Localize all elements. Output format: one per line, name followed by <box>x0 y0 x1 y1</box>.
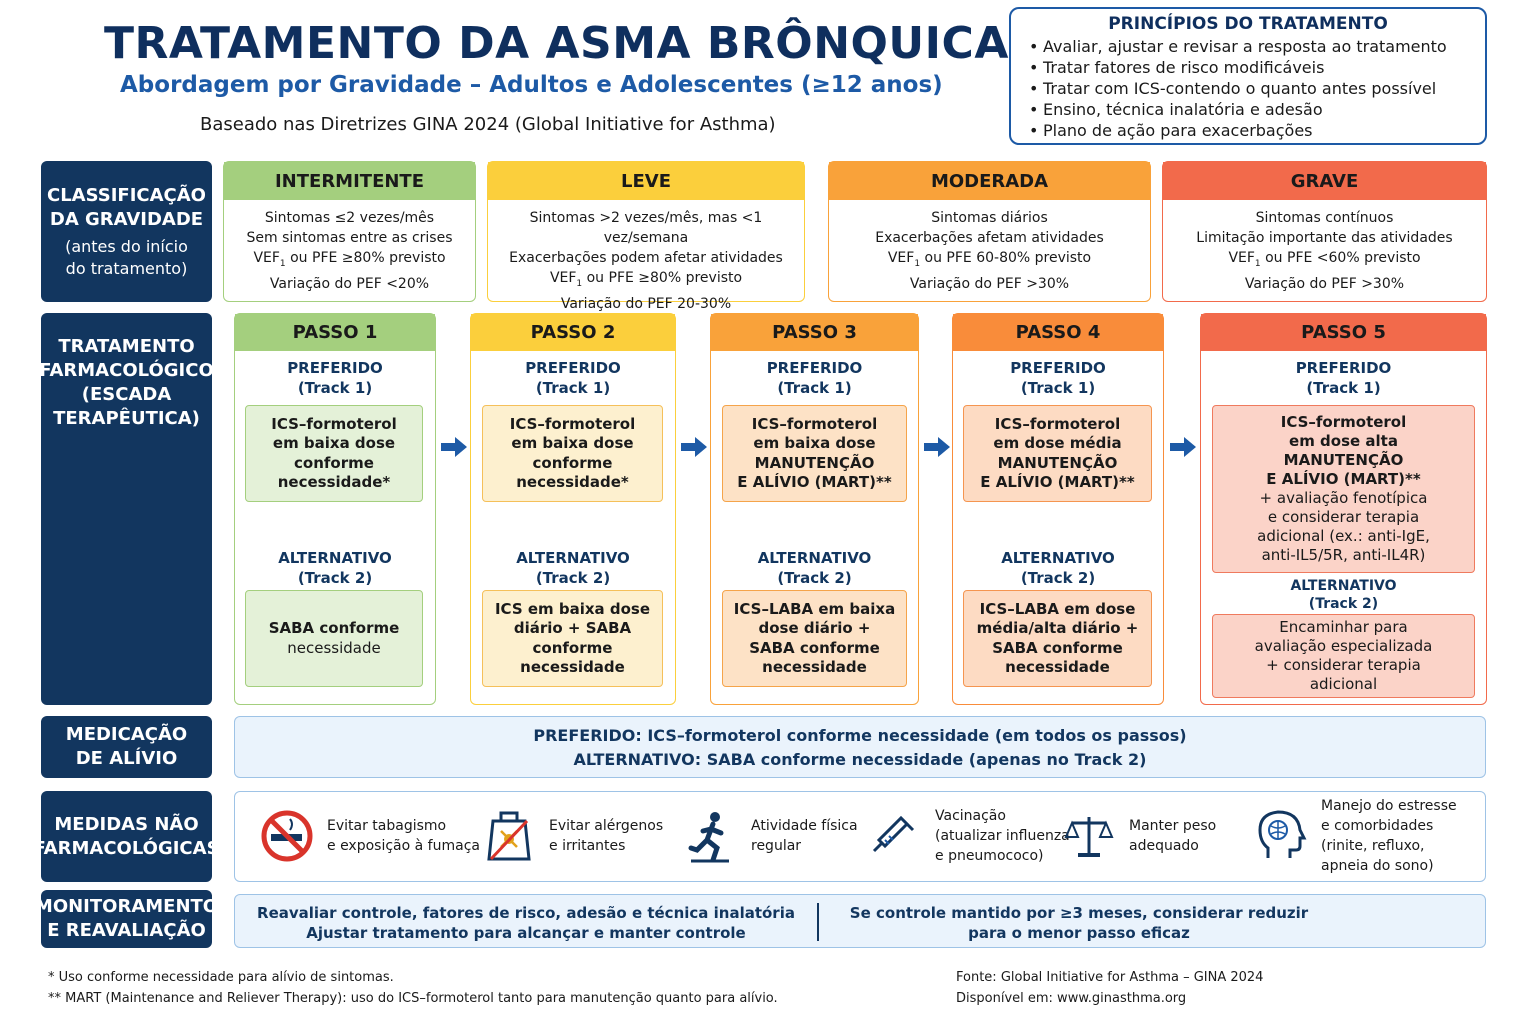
row-label-subtext: do tratamento) <box>65 258 188 278</box>
allergen-icon <box>481 808 537 864</box>
alternative-therapy-box: ICS–LABA em baixa dose diário + SABA conforme necessidade <box>722 590 907 687</box>
step-card-1 <box>234 313 436 705</box>
step-card-3 <box>710 313 919 705</box>
row-label-text: FARMACOLÓGICO <box>39 360 214 381</box>
severity-line: Variação do PEF <20% <box>269 275 430 292</box>
severity-body <box>488 200 804 314</box>
row-label-text: DE ALÍVIO <box>75 748 178 769</box>
step-card-4 <box>952 313 1164 705</box>
no-smoking-icon <box>259 808 315 864</box>
nonpharm-item-weight: Manter peso adequado <box>1061 792 1216 880</box>
alternative-therapy-box: ICS–LABA em dose média/alta diário + SABA conforme necessidade <box>963 590 1152 687</box>
preferred-therapy-box: ICS–formoterol em dose média MANUTENÇÃO E ALÍVIO (MART)** <box>963 405 1152 502</box>
severity-card-intermittent <box>223 161 476 302</box>
step-arrow-icon <box>923 436 951 458</box>
monitoring-box <box>234 894 1486 948</box>
relief-medication-box <box>234 716 1486 778</box>
nonpharm-item-stress: Manejo do estresse e comorbidades (rinite, refluxo, apneia do sono) <box>1253 792 1457 880</box>
severity-line: Sintomas contínuos <box>1255 210 1394 226</box>
page-subtitle: Abordagem por Gravidade – Adultos e Adolescentes (≥12 anos) <box>120 72 943 98</box>
severity-line: Exacerbações podem afetar atividades <box>509 250 783 266</box>
nonpharm-item-vaccination: Vacinação (atualizar influenza e pneumococo) <box>867 792 1070 880</box>
footnote-1: * Uso conforme necessidade para alívio de sintomas. <box>48 970 394 985</box>
footnotes <box>48 967 778 1009</box>
preferred-label: PREFERIDO (Track 1) <box>525 359 621 397</box>
alternative-label: ALTERNATIVO (Track 2) <box>1290 578 1397 612</box>
nonpharm-item-smoking: Evitar tabagismo e exposição à fumaça <box>259 792 480 880</box>
preferred-label: PREFERIDO (Track 1) <box>1295 359 1392 397</box>
alternative-therapy-box: ICS em baixa dose diário + SABA conforme necessidade <box>482 590 663 687</box>
severity-header: INTERMITENTE <box>224 162 475 200</box>
principles-title: PRINCÍPIOS DO TRATAMENTO <box>1108 14 1388 34</box>
row-label-nonpharm <box>33 791 220 882</box>
row-label-relief <box>41 716 212 778</box>
principles-box <box>1009 7 1487 145</box>
severity-line: Sintomas ≤2 vezes/mês <box>264 210 435 226</box>
row-label-text: CLASSIFICAÇÃO <box>46 184 206 206</box>
severity-line: $VEF_1$ ou PFE ≥80% previsto <box>549 270 743 289</box>
row-label-text: TRATAMENTO <box>58 336 195 357</box>
row-label-classification <box>41 161 212 302</box>
step-header: PASSO 1 <box>235 314 435 351</box>
row-label-text: MONITORAMENTO <box>34 896 219 917</box>
severity-card-mild <box>487 161 805 312</box>
preferred-label: PREFERIDO (Track 1) <box>287 359 383 397</box>
severity-line: Variação do PEF >30% <box>909 275 1070 292</box>
severity-header: MODERADA <box>829 162 1150 200</box>
row-label-text: MEDIDAS NÃO <box>54 813 199 835</box>
severity-line: Limitação importante das atividades <box>1196 230 1453 246</box>
row-label-text: DA GRAVIDADE <box>49 208 204 230</box>
relief-preferred: PREFERIDO: ICS–formoterol conforme necessidade (em todos os passos) <box>533 726 1187 745</box>
row-label-text: (ESCADA <box>81 384 172 405</box>
row-label-subtext: (antes do início <box>65 236 188 256</box>
severity-line: Variação do PEF >30% <box>1244 275 1405 292</box>
footnote-2: ** MART (Maintenance and Reliever Therapy): uso do ICS–formoterol tanto para manutenção quanto para alívio. <box>48 991 778 1006</box>
preferred-label: PREFERIDO (Track 1) <box>766 359 863 397</box>
step-header: PASSO 4 <box>953 314 1163 351</box>
vaccine-icon <box>867 808 923 864</box>
step-arrow-icon <box>1169 436 1197 458</box>
severity-line: Sem sintomas entre as crises <box>246 230 453 246</box>
monitoring-left: Reavaliar controle, fatores de risco, adesão e técnica inalatória Ajustar tratamento para alcançar e manter controle <box>257 904 795 942</box>
step-header: PASSO 5 <box>1201 314 1486 351</box>
severity-line: Sintomas >2 vezes/mês, mas <1 vez/semana <box>529 210 763 246</box>
preferred-therapy-box: ICS–formoterol em dose alta MANUTENÇÃO E ALÍVIO (MART)** + avaliação fenotípica e considerar terapia adicional (ex.: anti-IgE, anti-IL5/5R, anti-IL4R) <box>1212 405 1475 573</box>
guideline-basis: Baseado nas Diretrizes GINA 2024 (Global Initiative for Asthma) <box>200 114 776 135</box>
brain-head-icon <box>1253 808 1309 864</box>
severity-line: Exacerbações afetam atividades <box>875 230 1104 246</box>
severity-header: GRAVE <box>1163 162 1486 200</box>
step-card-5 <box>1200 313 1487 705</box>
severity-line: Variação do PEF 20-30% <box>560 295 732 312</box>
nonpharm-item-allergens: Evitar alérgenos e irritantes <box>481 792 663 880</box>
preferred-label: PREFERIDO (Track 1) <box>1010 359 1106 397</box>
step-header: PASSO 2 <box>471 314 675 351</box>
preferred-therapy-box: ICS–formoterol em baixa dose conforme necessidade* <box>245 405 423 502</box>
principle-item: • Plano de ação para exacerbações <box>1029 120 1467 141</box>
alternative-label: ALTERNATIVO (Track 2) <box>278 549 392 587</box>
alternative-therapy-box: Encaminhar para avaliação especializada + considerar terapia adicional <box>1212 614 1475 698</box>
alternative-label: ALTERNATIVO (Track 2) <box>1001 549 1115 587</box>
principles-list <box>1029 36 1467 141</box>
principle-item: • Tratar fatores de risco modificáveis <box>1029 57 1467 78</box>
severity-card-severe <box>1162 161 1487 302</box>
row-label-text: E REAVALIAÇÃO <box>47 920 206 941</box>
source-line: Fonte: Global Initiative for Asthma – GINA 2024 <box>956 970 1264 985</box>
principle-item: • Avaliar, ajustar e revisar a resposta ao tratamento <box>1029 36 1467 57</box>
source-citation <box>956 967 1263 1009</box>
relief-alternative: ALTERNATIVO: SABA conforme necessidade (apenas no Track 2) <box>573 750 1147 769</box>
severity-line: $VEF_1$ ou PFE <60% previsto <box>1228 250 1421 269</box>
scale-icon <box>1061 808 1117 864</box>
row-label-text: MEDICAÇÃO <box>65 724 188 745</box>
severity-line: $VEF_1$ ou PFE 60-80% previsto <box>887 250 1092 269</box>
step-arrow-icon <box>680 436 708 458</box>
severity-body <box>1163 200 1486 294</box>
step-card-2 <box>470 313 676 705</box>
row-label-text: TERAPÊUTICA) <box>53 408 200 429</box>
nonpharm-box <box>234 791 1486 882</box>
monitoring-right: Se controle mantido por ≥3 meses, considerar reduzir para o menor passo eficaz <box>849 904 1309 942</box>
severity-line: Sintomas diários <box>931 210 1048 226</box>
page-title: TRATAMENTO DA ASMA BRÔNQUICA <box>104 18 1009 69</box>
preferred-therapy-box: ICS–formoterol em baixa dose MANUTENÇÃO E ALÍVIO (MART)** <box>722 405 907 502</box>
preferred-therapy-box: ICS–formoterol em baixa dose conforme necessidade* <box>482 405 663 502</box>
exercise-icon <box>683 808 739 864</box>
step-header: PASSO 3 <box>711 314 918 351</box>
principle-item: • Tratar com ICS-contendo o quanto antes possível <box>1029 78 1467 99</box>
principle-item: • Ensino, técnica inalatória e adesão <box>1029 99 1467 120</box>
row-label-monitoring <box>34 890 219 948</box>
alternative-therapy-box: SABA conforme necessidade <box>245 590 423 687</box>
nonpharm-item-exercise: Atividade física regular <box>683 792 858 880</box>
row-label-text: FARMACOLÓGICAS <box>33 837 220 859</box>
row-label-treatment <box>41 313 212 705</box>
severity-body <box>224 200 475 294</box>
severity-header: LEVE <box>488 162 804 200</box>
severity-card-moderate <box>828 161 1151 302</box>
step-arrow-icon <box>440 436 468 458</box>
severity-body <box>829 200 1150 294</box>
alternative-label: ALTERNATIVO (Track 2) <box>516 549 630 587</box>
source-url: Disponível em: www.ginasthma.org <box>956 991 1187 1006</box>
severity-line: $VEF_1$ ou PFE ≥80% previsto <box>253 250 446 269</box>
alternative-label: ALTERNATIVO (Track 2) <box>757 549 872 587</box>
